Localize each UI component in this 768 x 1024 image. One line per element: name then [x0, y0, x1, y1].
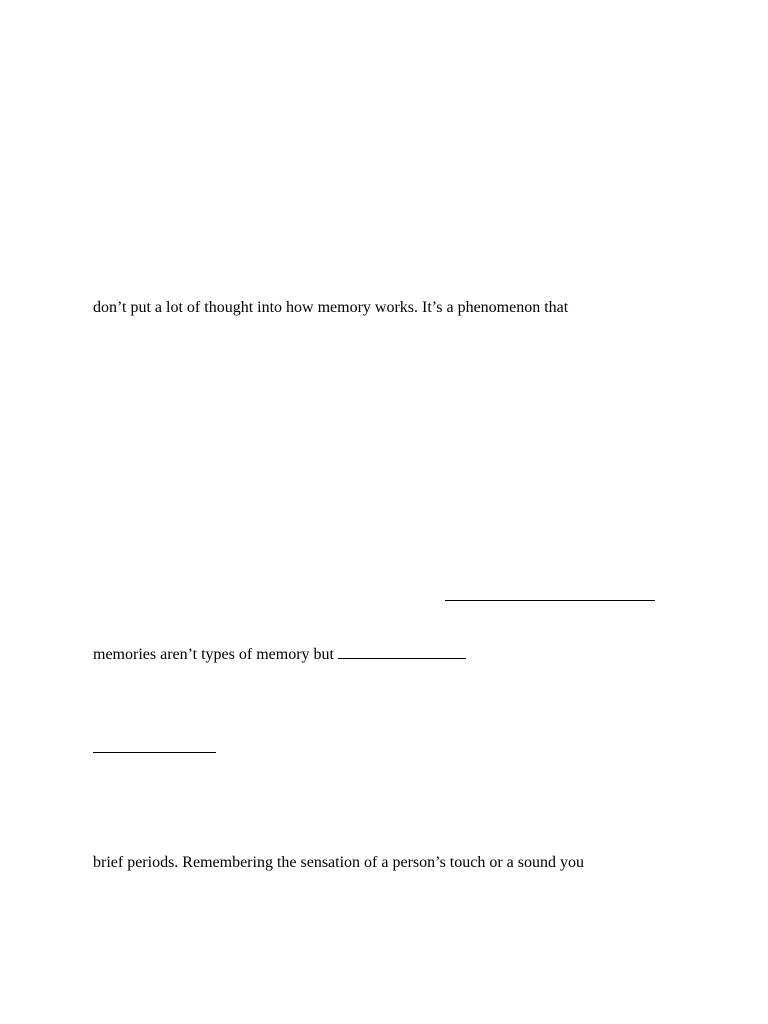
text-line-memory-types	[93, 644, 466, 665]
text-segment: memories aren’t types of memory but	[93, 646, 334, 663]
fill-in-blank-line	[445, 600, 655, 601]
fill-in-blank-line	[93, 752, 216, 753]
inline-fill-in-blank	[338, 644, 466, 659]
text-line-memory-thought: don’t put a lot of thought into how memory works. It’s a phenomenon that	[93, 299, 569, 316]
text-line-brief-periods: brief periods. Remembering the sensation of a person’s touch or a sound you	[93, 854, 584, 871]
